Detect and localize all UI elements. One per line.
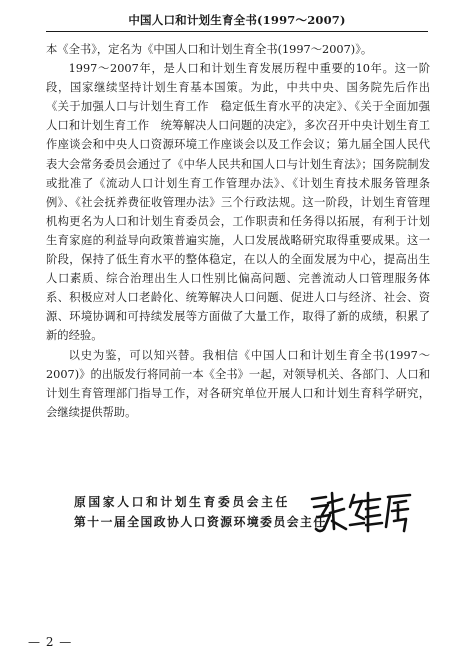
signatory-title-2: 第十一届全国政协人口资源环境委员会主任 (74, 515, 327, 529)
page-number: — 2 — (28, 635, 73, 649)
header-title: 中国人口和计划生育全书(1997～2007) (128, 13, 346, 27)
body-text (46, 40, 430, 422)
signatory-title-1: 原国家人口和计划生育委员会主任 (74, 495, 290, 509)
paragraph-decade-review: 1997～2007年，是人口和计划生育发展历程中重要的10年。这一阶段，国家继续坚持计划生育基本国策。为此，中共中央、国务院先后作出《关于加强人口与计划生育工作 稳定低生育水平的决定》、《关于全面加强人口和计划生育工作 统筹解决人口问题的决定》，多次召开中央计划生育工作座谈会和中央人口资源环境工作座谈会以及工作会议；第九届全国人民代表大会常务委员会通过了《中华人民共和国人口与计划生育法》；国务院制发或批准了《流动人口计划生育工作管理办法》、《计划生育技术服务管理条例》、《社会抚养费征收管理办法》三个行政法规。这一阶段，计划生育管理机构更名为人口和计划生育委员会，工作职责和任务得以拓展，有利于计划生育家庭的利益导向政策普遍实施，人口发展战略研究取得重要成果。这一阶段，保持了低生育水平的整体稳定，在以人的全面发展为中心，提高出生人口素质、综合治理出生人口性别比偏高问题、完善流动人口管理服务体系、积极应对人口老龄化、统筹解决人口问题、促进人口与经济、社会、资源、环境协调和可持续发展等方面做了大量工作，取得了新的成绩，积累了新的经验。 (46, 62, 430, 343)
paragraph-closing: 以史为鉴，可以知兴替。我相信《中国人口和计划生育全书(1997～2007)》的出版发行将同前一本《全书》一起，对领导机关、各部门、人口和计划生育管理部门指导工作，对各研究单位开展人口和计划生育科学研究，会继续提供帮助。 (46, 348, 430, 419)
running-header (46, 12, 428, 32)
handwritten-signature (306, 485, 416, 537)
header-rule (46, 31, 428, 32)
signature-block (74, 489, 414, 544)
paragraph-continuation: 本《全书》，定名为《中国人口和计划生育全书(1997～2007)》。 (46, 43, 373, 56)
